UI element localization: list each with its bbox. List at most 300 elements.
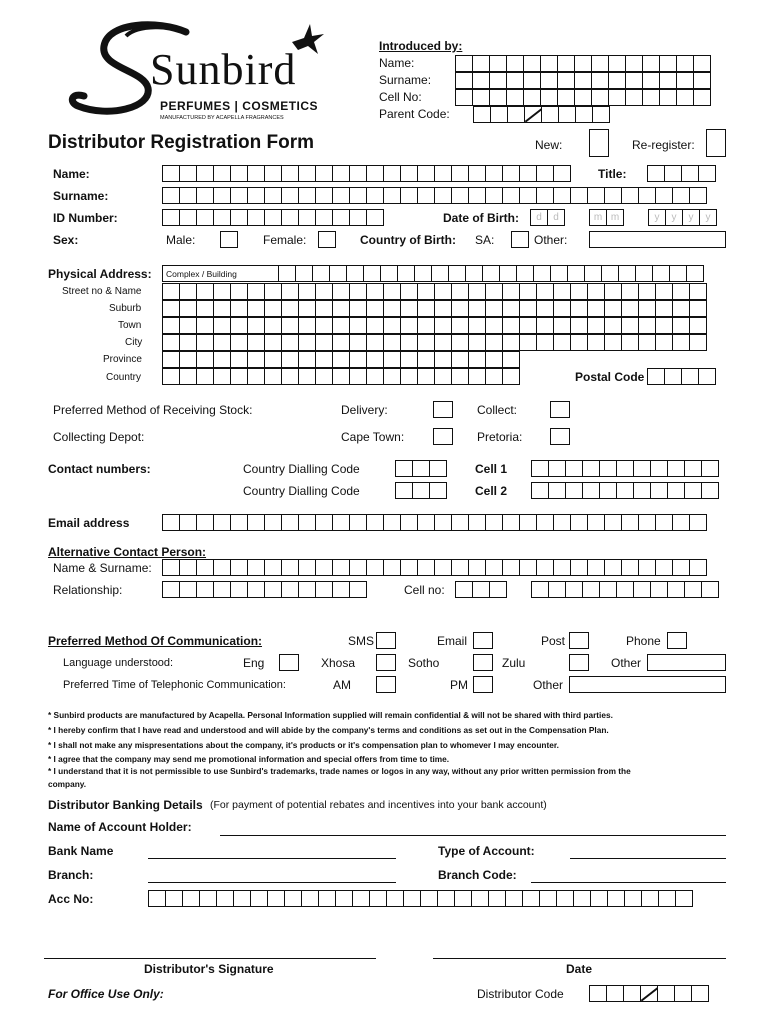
input-cell[interactable] — [519, 334, 537, 351]
postal-code-boxes[interactable] — [647, 368, 715, 385]
input-cell[interactable] — [485, 165, 503, 182]
input-cell[interactable] — [366, 368, 384, 385]
input-cell[interactable] — [332, 300, 350, 317]
city-boxes[interactable] — [162, 334, 706, 351]
input-cell[interactable] — [669, 265, 687, 282]
input-cell[interactable] — [179, 187, 197, 204]
input-cell[interactable] — [553, 514, 571, 531]
input-cell[interactable] — [638, 334, 656, 351]
input-cell[interactable] — [162, 300, 180, 317]
dob-cell[interactable] — [699, 209, 717, 226]
input-cell[interactable] — [540, 72, 558, 89]
input-cell[interactable] — [672, 317, 690, 334]
input-cell[interactable] — [451, 187, 469, 204]
input-cell[interactable] — [162, 581, 180, 598]
input-cell[interactable] — [417, 334, 435, 351]
input-cell[interactable] — [655, 559, 673, 576]
input-cell[interactable] — [264, 581, 282, 598]
input-cell[interactable] — [332, 581, 350, 598]
input-cell[interactable] — [298, 187, 316, 204]
input-cell[interactable] — [616, 460, 634, 477]
input-cell[interactable] — [383, 559, 401, 576]
input-cell[interactable] — [553, 300, 571, 317]
input-cell[interactable] — [485, 559, 503, 576]
branch-code-line[interactable] — [531, 882, 726, 883]
input-cell[interactable] — [196, 317, 214, 334]
signature-line[interactable] — [44, 958, 376, 959]
input-cell[interactable] — [599, 460, 617, 477]
input-cell[interactable] — [490, 106, 508, 123]
input-cell[interactable] — [264, 165, 282, 182]
input-cell[interactable] — [659, 89, 677, 106]
input-cell[interactable] — [557, 55, 575, 72]
input-cell[interactable] — [247, 351, 265, 368]
input-cell[interactable] — [519, 514, 537, 531]
input-cell[interactable] — [638, 559, 656, 576]
input-cell[interactable] — [591, 89, 609, 106]
input-cell[interactable] — [676, 55, 694, 72]
account-holder-line[interactable] — [220, 835, 726, 836]
input-cell[interactable] — [640, 985, 658, 1002]
input-cell[interactable] — [400, 368, 418, 385]
input-cell[interactable] — [349, 283, 367, 300]
input-cell[interactable] — [383, 368, 401, 385]
input-cell[interactable] — [400, 165, 418, 182]
input-cell[interactable] — [434, 368, 452, 385]
input-cell[interactable] — [264, 351, 282, 368]
input-cell[interactable] — [582, 460, 600, 477]
input-cell[interactable] — [315, 187, 333, 204]
input-cell[interactable] — [162, 165, 180, 182]
input-cell[interactable] — [608, 89, 626, 106]
input-cell[interactable] — [650, 581, 668, 598]
input-cell[interactable] — [468, 165, 486, 182]
input-cell[interactable] — [233, 890, 251, 907]
input-cell[interactable] — [485, 187, 503, 204]
female-checkbox[interactable] — [318, 231, 336, 248]
input-cell[interactable] — [417, 351, 435, 368]
input-cell[interactable] — [684, 581, 702, 598]
input-cell[interactable] — [502, 334, 520, 351]
input-cell[interactable] — [213, 317, 231, 334]
input-cell[interactable] — [196, 187, 214, 204]
input-cell[interactable] — [332, 351, 350, 368]
input-cell[interactable] — [400, 559, 418, 576]
input-cell[interactable] — [230, 368, 248, 385]
input-cell[interactable] — [689, 187, 707, 204]
input-cell[interactable] — [635, 265, 653, 282]
other-time-input[interactable] — [569, 676, 726, 693]
input-cell[interactable] — [298, 300, 316, 317]
input-cell[interactable] — [264, 283, 282, 300]
input-cell[interactable] — [468, 187, 486, 204]
input-cell[interactable] — [281, 581, 299, 598]
input-cell[interactable] — [689, 514, 707, 531]
input-cell[interactable] — [298, 559, 316, 576]
input-cell[interactable] — [434, 559, 452, 576]
input-cell[interactable] — [281, 514, 299, 531]
input-cell[interactable] — [264, 187, 282, 204]
input-cell[interactable] — [591, 55, 609, 72]
input-cell[interactable] — [606, 985, 624, 1002]
input-cell[interactable] — [417, 317, 435, 334]
input-cell[interactable] — [642, 72, 660, 89]
input-cell[interactable] — [522, 890, 540, 907]
input-cell[interactable] — [417, 300, 435, 317]
input-cell[interactable] — [383, 317, 401, 334]
input-cell[interactable] — [349, 300, 367, 317]
input-cell[interactable] — [298, 165, 316, 182]
input-cell[interactable] — [162, 351, 180, 368]
input-cell[interactable] — [587, 300, 605, 317]
input-cell[interactable] — [247, 209, 265, 226]
province-boxes[interactable] — [162, 351, 519, 368]
input-cell[interactable] — [230, 351, 248, 368]
input-cell[interactable] — [179, 351, 197, 368]
input-cell[interactable] — [540, 89, 558, 106]
input-cell[interactable] — [196, 351, 214, 368]
input-cell[interactable] — [502, 368, 520, 385]
input-cell[interactable] — [349, 559, 367, 576]
input-cell[interactable] — [616, 581, 634, 598]
new-checkbox[interactable] — [589, 129, 609, 157]
input-cell[interactable] — [506, 55, 524, 72]
input-cell[interactable] — [455, 581, 473, 598]
input-cell[interactable] — [667, 482, 685, 499]
input-cell[interactable] — [638, 283, 656, 300]
input-cell[interactable] — [672, 283, 690, 300]
input-cell[interactable] — [400, 187, 418, 204]
dob-year-boxes[interactable] — [648, 209, 716, 226]
input-cell[interactable] — [366, 351, 384, 368]
input-cell[interactable] — [536, 559, 554, 576]
input-cell[interactable] — [366, 559, 384, 576]
input-cell[interactable] — [230, 514, 248, 531]
alt-cell-boxes[interactable] — [531, 581, 718, 598]
input-cell[interactable] — [589, 985, 607, 1002]
input-cell[interactable] — [701, 482, 719, 499]
input-cell[interactable] — [312, 265, 330, 282]
input-cell[interactable] — [366, 334, 384, 351]
input-cell[interactable] — [298, 209, 316, 226]
input-cell[interactable] — [574, 89, 592, 106]
input-cell[interactable] — [684, 460, 702, 477]
input-cell[interactable] — [196, 334, 214, 351]
input-cell[interactable] — [429, 460, 447, 477]
input-cell[interactable] — [548, 460, 566, 477]
input-cell[interactable] — [590, 890, 608, 907]
input-cell[interactable] — [468, 351, 486, 368]
input-cell[interactable] — [298, 368, 316, 385]
country-boxes[interactable] — [162, 368, 519, 385]
input-cell[interactable] — [366, 209, 384, 226]
input-cell[interactable] — [196, 368, 214, 385]
input-cell[interactable] — [587, 187, 605, 204]
input-cell[interactable] — [301, 890, 319, 907]
input-cell[interactable] — [650, 482, 668, 499]
alt-dial-boxes[interactable] — [455, 581, 506, 598]
input-cell[interactable] — [604, 283, 622, 300]
input-cell[interactable] — [414, 265, 432, 282]
input-cell[interactable] — [434, 165, 452, 182]
pretoria-checkbox[interactable] — [550, 428, 570, 445]
input-cell[interactable] — [625, 72, 643, 89]
input-cell[interactable] — [264, 368, 282, 385]
input-cell[interactable] — [693, 55, 711, 72]
input-cell[interactable] — [264, 300, 282, 317]
input-cell[interactable] — [417, 559, 435, 576]
alt-name-boxes[interactable] — [162, 559, 706, 576]
input-cell[interactable] — [553, 559, 571, 576]
input-cell[interactable] — [502, 165, 520, 182]
input-cell[interactable] — [332, 317, 350, 334]
input-cell[interactable] — [689, 283, 707, 300]
input-cell[interactable] — [332, 165, 350, 182]
cape-town-checkbox[interactable] — [433, 428, 453, 445]
input-cell[interactable] — [565, 581, 583, 598]
input-cell[interactable] — [230, 209, 248, 226]
input-cell[interactable] — [519, 283, 537, 300]
input-cell[interactable] — [485, 368, 503, 385]
input-cell[interactable] — [531, 482, 549, 499]
input-cell[interactable] — [553, 165, 571, 182]
input-cell[interactable] — [315, 514, 333, 531]
input-cell[interactable] — [369, 890, 387, 907]
input-cell[interactable] — [642, 89, 660, 106]
bank-name-line[interactable] — [148, 858, 396, 859]
input-cell[interactable] — [485, 317, 503, 334]
input-cell[interactable] — [638, 300, 656, 317]
input-cell[interactable] — [553, 187, 571, 204]
dob-cell[interactable] — [606, 209, 624, 226]
input-cell[interactable] — [230, 559, 248, 576]
input-cell[interactable] — [281, 334, 299, 351]
input-cell[interactable] — [485, 283, 503, 300]
input-cell[interactable] — [230, 283, 248, 300]
input-cell[interactable] — [247, 334, 265, 351]
input-cell[interactable] — [264, 559, 282, 576]
id-boxes[interactable] — [162, 209, 383, 226]
dob-month-boxes[interactable] — [589, 209, 623, 226]
phone-checkbox[interactable] — [667, 632, 687, 649]
input-cell[interactable] — [213, 283, 231, 300]
input-cell[interactable] — [247, 300, 265, 317]
input-cell[interactable] — [281, 165, 299, 182]
input-cell[interactable] — [536, 283, 554, 300]
input-cell[interactable] — [417, 187, 435, 204]
input-cell[interactable] — [349, 334, 367, 351]
input-cell[interactable] — [625, 89, 643, 106]
input-cell[interactable] — [536, 187, 554, 204]
input-cell[interactable] — [332, 514, 350, 531]
input-cell[interactable] — [689, 559, 707, 576]
input-cell[interactable] — [655, 334, 673, 351]
input-cell[interactable] — [298, 581, 316, 598]
input-cell[interactable] — [431, 265, 449, 282]
input-cell[interactable] — [582, 581, 600, 598]
input-cell[interactable] — [468, 334, 486, 351]
input-cell[interactable] — [332, 209, 350, 226]
input-cell[interactable] — [196, 165, 214, 182]
input-cell[interactable] — [681, 165, 699, 182]
other-country-input[interactable] — [589, 231, 726, 248]
input-cell[interactable] — [315, 283, 333, 300]
input-cell[interactable] — [519, 559, 537, 576]
input-cell[interactable] — [179, 283, 197, 300]
input-cell[interactable] — [531, 460, 549, 477]
input-cell[interactable] — [659, 55, 677, 72]
cell-2-boxes[interactable] — [531, 482, 718, 499]
input-cell[interactable] — [664, 368, 682, 385]
input-cell[interactable] — [676, 89, 694, 106]
input-cell[interactable] — [352, 890, 370, 907]
input-cell[interactable] — [570, 559, 588, 576]
input-cell[interactable] — [383, 351, 401, 368]
input-cell[interactable] — [573, 890, 591, 907]
complex-boxes[interactable] — [278, 265, 703, 282]
input-cell[interactable] — [315, 334, 333, 351]
input-cell[interactable] — [179, 334, 197, 351]
input-cell[interactable] — [395, 482, 413, 499]
input-cell[interactable] — [298, 283, 316, 300]
input-cell[interactable] — [179, 300, 197, 317]
input-cell[interactable] — [400, 334, 418, 351]
input-cell[interactable] — [533, 265, 551, 282]
input-cell[interactable] — [332, 559, 350, 576]
input-cell[interactable] — [502, 187, 520, 204]
input-cell[interactable] — [451, 368, 469, 385]
input-cell[interactable] — [395, 460, 413, 477]
sa-checkbox[interactable] — [511, 231, 529, 248]
input-cell[interactable] — [691, 985, 709, 1002]
input-cell[interactable] — [623, 985, 641, 1002]
input-cell[interactable] — [315, 559, 333, 576]
input-cell[interactable] — [383, 514, 401, 531]
input-cell[interactable] — [397, 265, 415, 282]
input-cell[interactable] — [633, 460, 651, 477]
input-cell[interactable] — [383, 334, 401, 351]
input-cell[interactable] — [681, 368, 699, 385]
input-cell[interactable] — [655, 317, 673, 334]
input-cell[interactable] — [701, 581, 719, 598]
input-cell[interactable] — [417, 368, 435, 385]
input-cell[interactable] — [698, 368, 716, 385]
input-cell[interactable] — [213, 514, 231, 531]
input-cell[interactable] — [366, 165, 384, 182]
input-cell[interactable] — [162, 187, 180, 204]
input-cell[interactable] — [448, 265, 466, 282]
input-cell[interactable] — [591, 72, 609, 89]
date-line[interactable] — [433, 958, 726, 959]
input-cell[interactable] — [604, 334, 622, 351]
input-cell[interactable] — [618, 265, 636, 282]
input-cell[interactable] — [349, 209, 367, 226]
zulu-checkbox[interactable] — [569, 654, 589, 671]
input-cell[interactable] — [519, 187, 537, 204]
input-cell[interactable] — [213, 165, 231, 182]
input-cell[interactable] — [485, 300, 503, 317]
input-cell[interactable] — [247, 514, 265, 531]
input-cell[interactable] — [655, 187, 673, 204]
input-cell[interactable] — [482, 265, 500, 282]
input-cell[interactable] — [281, 187, 299, 204]
input-cell[interactable] — [332, 283, 350, 300]
male-checkbox[interactable] — [220, 231, 238, 248]
input-cell[interactable] — [247, 283, 265, 300]
town-boxes[interactable] — [162, 317, 706, 334]
input-cell[interactable] — [523, 72, 541, 89]
input-cell[interactable] — [429, 482, 447, 499]
input-cell[interactable] — [548, 482, 566, 499]
input-cell[interactable] — [247, 559, 265, 576]
input-cell[interactable] — [621, 187, 639, 204]
input-cell[interactable] — [281, 368, 299, 385]
input-cell[interactable] — [315, 351, 333, 368]
dial-code-2-boxes[interactable] — [395, 482, 446, 499]
input-cell[interactable] — [162, 334, 180, 351]
input-cell[interactable] — [472, 581, 490, 598]
input-cell[interactable] — [638, 187, 656, 204]
dob-day-boxes[interactable] — [530, 209, 564, 226]
relationship-boxes[interactable] — [162, 581, 366, 598]
input-cell[interactable] — [434, 334, 452, 351]
input-cell[interactable] — [216, 890, 234, 907]
input-cell[interactable] — [264, 334, 282, 351]
input-cell[interactable] — [641, 890, 659, 907]
dob-cell[interactable] — [682, 209, 700, 226]
input-cell[interactable] — [179, 514, 197, 531]
input-cell[interactable] — [693, 72, 711, 89]
input-cell[interactable] — [485, 514, 503, 531]
dob-cell[interactable] — [547, 209, 565, 226]
introduced-surname-boxes[interactable] — [455, 72, 710, 89]
dob-cell[interactable] — [589, 209, 607, 226]
input-cell[interactable] — [349, 514, 367, 531]
input-cell[interactable] — [468, 300, 486, 317]
input-cell[interactable] — [472, 55, 490, 72]
input-cell[interactable] — [558, 106, 576, 123]
input-cell[interactable] — [182, 890, 200, 907]
input-cell[interactable] — [608, 72, 626, 89]
input-cell[interactable] — [295, 265, 313, 282]
input-cell[interactable] — [264, 317, 282, 334]
input-cell[interactable] — [213, 351, 231, 368]
input-cell[interactable] — [633, 482, 651, 499]
input-cell[interactable] — [570, 514, 588, 531]
input-cell[interactable] — [672, 514, 690, 531]
input-cell[interactable] — [247, 581, 265, 598]
input-cell[interactable] — [230, 334, 248, 351]
input-cell[interactable] — [315, 581, 333, 598]
input-cell[interactable] — [672, 559, 690, 576]
input-cell[interactable] — [502, 559, 520, 576]
xhosa-checkbox[interactable] — [376, 654, 396, 671]
input-cell[interactable] — [455, 89, 473, 106]
input-cell[interactable] — [540, 55, 558, 72]
input-cell[interactable] — [162, 559, 180, 576]
input-cell[interactable] — [366, 187, 384, 204]
input-cell[interactable] — [531, 581, 549, 598]
input-cell[interactable] — [616, 482, 634, 499]
input-cell[interactable] — [556, 890, 574, 907]
delivery-checkbox[interactable] — [433, 401, 453, 418]
other-language-input[interactable] — [647, 654, 726, 671]
input-cell[interactable] — [196, 300, 214, 317]
input-cell[interactable] — [400, 283, 418, 300]
input-cell[interactable] — [570, 300, 588, 317]
input-cell[interactable] — [516, 265, 534, 282]
input-cell[interactable] — [570, 317, 588, 334]
